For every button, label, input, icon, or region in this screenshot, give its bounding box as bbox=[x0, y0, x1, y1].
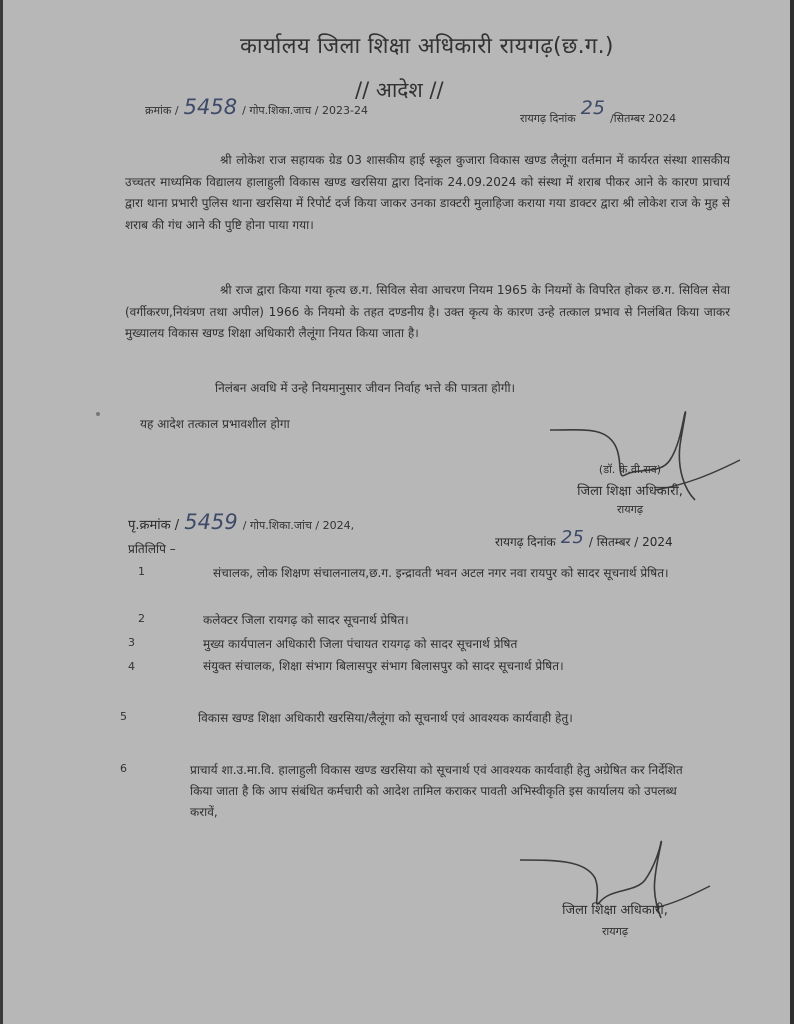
paragraph-allowance: निलंबन अवधि में उन्हे नियमानुसार जीवन निर्वाह भत्ते की पात्रता होगी। bbox=[215, 381, 516, 395]
date-place-label: रायगढ़ दिनांक bbox=[520, 112, 576, 125]
kramank-number-handwritten: 5458 bbox=[183, 95, 238, 119]
copy-item-number: 6 bbox=[120, 762, 127, 775]
endorsement-day-handwritten: 25 bbox=[560, 527, 584, 548]
endorsement-date-label: रायगढ़ दिनांक bbox=[495, 535, 556, 549]
kramank-suffix: / गोप.शिका.जाच / 2023-24 bbox=[242, 104, 368, 117]
endorsement-date-rest: / सितम्बर / 2024 bbox=[588, 535, 673, 549]
copy-item: विकास खण्ड शिक्षा अधिकारी खरसिया/लैलूंगा को सूचनार्थ एवं आवश्यक कार्यवाही हेतु। bbox=[198, 711, 573, 725]
endorsement-number-handwritten: 5459 bbox=[184, 510, 238, 534]
office-title: कार्यालय जिला शिक्षा अधिकारी रायगढ़(छ.ग.) bbox=[240, 34, 614, 59]
copy-item: मुख्य कार्यपालन अधिकारी जिला पंचायत रायगढ़ को सादर सूचनार्थ प्रेषित bbox=[203, 637, 518, 651]
copy-item-number: 2 bbox=[138, 612, 145, 625]
signatory-2-place: रायगढ़ bbox=[601, 925, 629, 938]
signatory-2-designation: जिला शिक्षा अधिकारी, bbox=[562, 903, 668, 918]
signatory-name: (डॉ. के.वी.राव) bbox=[598, 463, 662, 476]
signature-2-block bbox=[545, 900, 685, 939]
date-day-handwritten: 25 bbox=[580, 97, 605, 119]
signatory-designation: जिला शिक्षा अधिकारी, bbox=[577, 484, 683, 499]
copy-item-number: 1 bbox=[138, 565, 145, 578]
copy-item-number: 3 bbox=[128, 636, 135, 649]
signatory-place: रायगढ़ bbox=[616, 503, 644, 516]
endorsement-kramank-label: पृ.क्रमांक / bbox=[128, 518, 180, 533]
copy-item: कलेक्टर जिला रायगढ़ को सादर सूचनार्थ प्रेषित। bbox=[203, 613, 409, 627]
endorsement-reference bbox=[128, 510, 354, 534]
order-date bbox=[520, 97, 677, 127]
order-reference bbox=[145, 95, 368, 119]
copy-label: प्रतिलिपि – bbox=[128, 542, 176, 556]
paragraph-effective: यह आदेश तत्काल प्रभावशील होगा bbox=[140, 417, 290, 431]
signature-1-block bbox=[570, 462, 690, 517]
copy-item-number: 4 bbox=[128, 660, 135, 673]
copy-item: प्राचार्य शा.उ.मा.वि. हालाहुली विकास खण्ड खरसिया को सूचनार्थ एवं आवश्यक कार्यवाही हेतु अग्रेषित कर निर्देशित किया जाता है कि आप संबंधित कर्मचारी को आदेश तामिल कराकर पावती अभिस्वीकृति इस कार्यालय को उपलब्ध करावें, bbox=[190, 763, 683, 819]
paragraph-incident: श्री लोकेश राज सहायक ग्रेड 03 शासकीय हाई स्कूल कुजारा विकास खण्ड लैलूंगा वर्तमान में कार्यरत संस्था शासकीय उच्चतर माध्यमिक विद्यालय हालाहुली विकास खण्ड खरसिया द्वारा दिनांक 24.09.2024 को संस्था में शराब पीकर आने के कारण प्राचार्य द्वारा थाना प्रभारी पुलिस थाना खरसिया में रिपोर्ट दर्ज किया जाकर उनका डाक्टरी मुलाहिजा कराया गया डाक्टर द्वारा श्री लोकेश राज के मुह से शराब की गंध आने की पुष्टि होना पाया गया। bbox=[125, 153, 730, 232]
copy-item: संचालक, लोक शिक्षण संचालनालय,छ.ग. इन्द्रावती भवन अटल नगर नवा रायपुर को सादर सूचनार्थ प्रेषित। bbox=[213, 566, 669, 580]
copy-item: संयुक्त संचालक, शिक्षा संभाग बिलासपुर संभाग बिलासपुर को सादर सूचनार्थ प्रेषित। bbox=[203, 659, 564, 673]
scan-speck bbox=[96, 412, 100, 416]
date-rest: /सितम्बर 2024 bbox=[610, 112, 677, 125]
kramank-label: क्रमांक / bbox=[145, 104, 179, 117]
copy-item-number: 5 bbox=[120, 710, 127, 723]
paragraph-suspension: श्री राज द्वारा किया गया कृत्य छ.ग. सिविल सेवा आचरण नियम 1965 के नियमों के विपरित होकर छ.ग. सिविल सेवा (वर्गीकरण,नियंत्रण तथा अपील) 1966 के नियमो के तहत दण्डनीय है। उक्त कृत्य के कारण उन्हे तत्काल प्रभाव से निलंबित किया जाकर मुख्यालय विकास खण्ड शिक्षा अधिकारी लैलूंगा नियत किया जाता है। bbox=[125, 283, 730, 340]
endorsement-date bbox=[495, 527, 673, 551]
endorsement-suffix: / गोप.शिका.जांच / 2024, bbox=[242, 519, 355, 532]
order-heading: // आदेश // bbox=[355, 78, 444, 102]
